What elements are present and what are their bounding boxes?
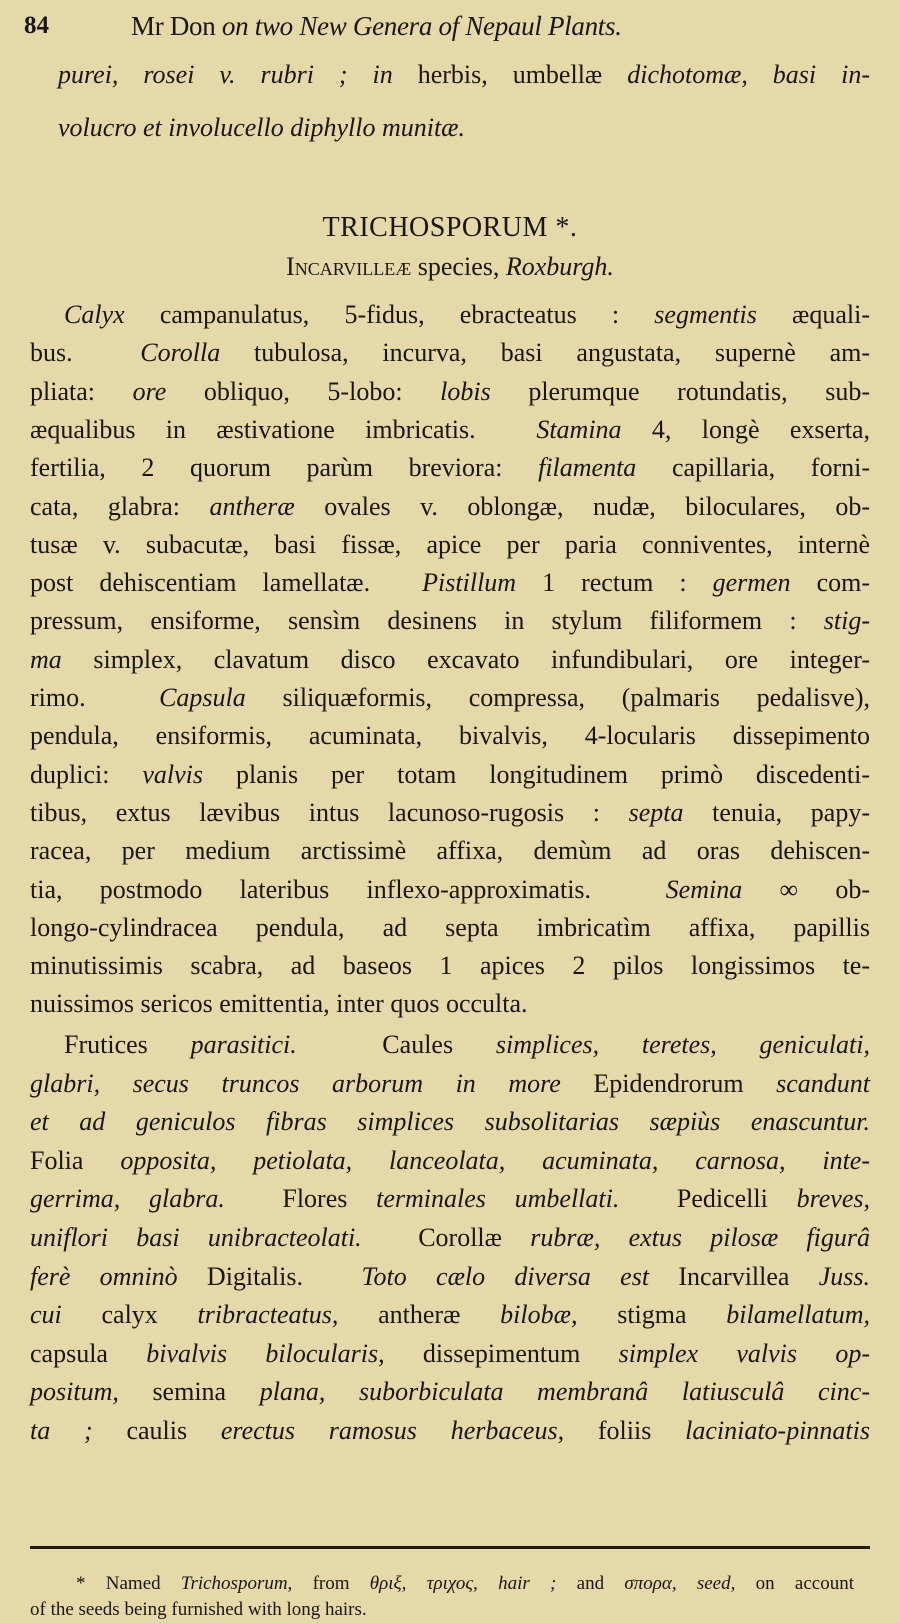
roman-text: simplex, clavatum disco excavato infundibulari, ore integer-: [61, 644, 870, 674]
footnote-line: [30, 1597, 367, 1623]
roman-text: calyx: [61, 1300, 198, 1330]
roman-text: siliquæformis, compressa, (palmaris pedalisve),: [245, 683, 871, 712]
italic-text: θριξ, τριχος, hair ;: [369, 1573, 557, 1594]
italic-text: antheræ: [209, 491, 295, 521]
italic-text: purei, rosei v. rubri ; in: [58, 60, 393, 89]
text-line: [30, 871, 870, 909]
italic-text: filamenta: [538, 453, 637, 483]
text-line: [58, 56, 870, 94]
roman-text: 1 rectum :: [516, 568, 713, 598]
italic-text: Stamina: [536, 414, 622, 444]
roman-text: from: [292, 1573, 370, 1594]
synonym-text: species,: [411, 252, 506, 281]
roman-text: ∞ ob-: [742, 874, 870, 904]
roman-text: Corollæ: [361, 1223, 531, 1252]
italic-text: erectus ramosus herbaceus,: [220, 1416, 565, 1445]
roman-text: Incarvillea: [649, 1261, 819, 1291]
roman-text: Pedicelli: [619, 1184, 797, 1214]
italic-text: rubræ, extus pilosæ figurâ: [530, 1223, 870, 1252]
running-head: [131, 11, 622, 42]
roman-text: and: [556, 1573, 625, 1594]
italic-text: gerrima, glabra.: [30, 1184, 225, 1214]
roman-text: fertilia, 2 quorum parùm breviora:: [30, 453, 539, 483]
roman-text: nuissimos sericos emittentia, inter quos occulta.: [30, 989, 528, 1019]
text-line: [30, 985, 870, 1023]
italic-text: opposita, petiolata, lanceolata, acuminata, carnosa, inte-: [120, 1145, 871, 1175]
roman-text: Caules: [296, 1030, 496, 1059]
italic-text: breves,: [796, 1184, 870, 1214]
italic-text: volucro et involucello diphyllo munitæ.: [58, 113, 466, 142]
roman-text: on account: [735, 1573, 854, 1594]
text-line: [30, 909, 870, 947]
italic-text: Trichosporum,: [180, 1573, 293, 1594]
italic-text: Pistillum: [422, 568, 517, 598]
roman-text: pressum, ensiforme, sensìm desinens in stylum filiformem :: [30, 606, 824, 636]
text-line: [64, 296, 870, 334]
roman-text: æqualibus in æstivatione imbricatis.: [30, 414, 537, 444]
roman-text: minutissimis scabra, ad baseos 1 apices 2 pilos longissimos te-: [30, 951, 870, 981]
page-number: 84: [24, 12, 49, 39]
text-line: [30, 334, 870, 372]
roman-text: post dehiscentiam lamellatæ.: [30, 568, 423, 598]
italic-text: positum,: [30, 1377, 119, 1407]
roman-text: campanulatus, 5-fidus, ebracteatus :: [124, 300, 655, 329]
italic-text: ma: [30, 644, 62, 674]
italic-text: simplex valvis op-: [618, 1338, 870, 1368]
running-head-author: Mr Don: [131, 11, 216, 41]
italic-text: σπορα, seed,: [624, 1573, 736, 1594]
text-line: [30, 1373, 870, 1411]
text-line: [30, 1412, 870, 1450]
italic-text: Toto cælo diversa est: [361, 1261, 650, 1291]
italic-text: Corolla: [140, 338, 221, 368]
italic-text: Juss.: [818, 1261, 870, 1291]
roman-text: cata, glabra:: [30, 491, 210, 521]
text-line: [30, 1219, 870, 1257]
text-line: [30, 1180, 870, 1218]
roman-text: * Named: [76, 1573, 181, 1594]
italic-text: ta ;: [30, 1416, 93, 1445]
italic-text: bilobæ,: [500, 1300, 578, 1330]
italic-text: scandunt: [776, 1068, 870, 1098]
italic-text: septa: [628, 797, 684, 827]
roman-text: longo-cylindracea pendula, ad septa imbricatìm affixa, papillis: [30, 912, 870, 942]
footnote-line: [76, 1571, 854, 1597]
text-line: [64, 1026, 870, 1064]
roman-text: tubulosa, incurva, basi angustata, supernè am-: [220, 338, 870, 368]
italic-text: terminales umbellati.: [376, 1184, 620, 1214]
italic-text: germen: [712, 568, 791, 598]
roman-text: antheræ: [338, 1300, 501, 1330]
roman-text: capsula: [30, 1338, 147, 1368]
text-line: [30, 602, 870, 640]
synonym-author: Roxburgh.: [505, 252, 614, 281]
roman-text: Frutices: [64, 1030, 191, 1059]
italic-text: glabri, secus truncos arborum in more: [30, 1068, 561, 1098]
text-line: [30, 717, 870, 755]
italic-text: bilamellatum,: [726, 1300, 870, 1330]
italic-text: cui: [30, 1300, 62, 1330]
text-line: [58, 109, 870, 147]
roman-text: Folia: [30, 1145, 121, 1175]
roman-text: tia, postmodo lateribus inflexo-approximatis.: [30, 874, 666, 904]
text-line: [30, 1335, 870, 1373]
text-line: [30, 411, 870, 449]
italic-text: simplices, teretes, geniculati,: [495, 1030, 871, 1059]
roman-text: ovales v. oblongæ, nudæ, biloculares, ob-: [294, 491, 870, 521]
italic-text: Capsula: [159, 683, 246, 712]
roman-text: tenuia, papy-: [683, 797, 870, 827]
roman-text: foliis: [564, 1416, 686, 1445]
text-line: [30, 947, 870, 985]
italic-text: stig-: [823, 606, 870, 636]
text-line: [30, 1103, 870, 1141]
text-line: [30, 373, 870, 411]
roman-text: capillaria, forni-: [636, 453, 870, 483]
text-line: [30, 756, 870, 794]
running-head-title: on two New Genera of Nepaul Plants.: [221, 11, 622, 41]
roman-text: stigma: [577, 1300, 727, 1330]
text-line: [30, 641, 870, 679]
text-line: [30, 564, 870, 602]
text-line: [30, 526, 870, 564]
italic-text: uniflori basi unibracteolati.: [30, 1223, 362, 1252]
italic-text: Semina: [665, 874, 743, 904]
italic-text: parasitici.: [190, 1030, 297, 1059]
roman-text: tibus, extus lævibus intus lacunoso-rugosis :: [30, 797, 629, 827]
italic-text: tribracteatus,: [197, 1300, 339, 1330]
roman-text: Epidendrorum: [560, 1068, 777, 1098]
synonym-genus: Incarvilleæ: [286, 252, 412, 281]
genus-synonym: [0, 252, 900, 282]
italic-text: lobis: [440, 376, 491, 406]
roman-text: pendula, ensiformis, acuminata, bivalvis, 4-locularis dissepimento: [30, 721, 870, 751]
roman-text: obliquo, 5-lobo:: [166, 376, 441, 406]
italic-text: segmentis: [654, 300, 757, 329]
roman-text: dissepimentum: [384, 1338, 619, 1368]
roman-text: Flores: [224, 1184, 377, 1214]
italic-text: ferè omninò: [30, 1261, 178, 1291]
roman-text: of the seeds being furnished with long hairs.: [30, 1599, 367, 1620]
italic-text: laciniato-pinnatis: [685, 1416, 870, 1445]
roman-text: bus.: [30, 338, 141, 368]
roman-text: duplici:: [30, 759, 143, 789]
italic-text: ore: [132, 376, 167, 406]
italic-text: et ad geniculos fibras simplices subsolitarias sæpiùs enascuntur.: [30, 1107, 870, 1137]
footnote-rule: [30, 1546, 870, 1549]
roman-text: com-: [790, 568, 870, 598]
genus-title: TRICHOSPORUM *.: [322, 212, 578, 243]
roman-text: 4, longè exserta,: [621, 414, 870, 444]
roman-text: pliata:: [30, 376, 133, 406]
text-line: [30, 832, 870, 870]
text-line: [30, 1258, 870, 1296]
roman-text: Digitalis.: [177, 1261, 362, 1291]
roman-text: tusæ v. subacutæ, basi fissæ, apice per paria conniventes, internè: [30, 529, 870, 559]
roman-text: racea, per medium arctissimè affixa, demùm ad oras dehiscen-: [30, 836, 870, 866]
roman-text: rimo.: [30, 683, 160, 712]
roman-text: plerumque rotundatis, sub-: [490, 376, 870, 406]
roman-text: æquali-: [756, 300, 870, 329]
text-line: [30, 1296, 870, 1334]
roman-text: semina: [118, 1377, 260, 1407]
roman-text: planis per totam longitudinem primò discedenti-: [203, 759, 870, 789]
text-line: [30, 1065, 870, 1103]
roman-text: herbis, umbellæ: [392, 60, 628, 89]
italic-text: Calyx: [64, 300, 125, 329]
italic-text: valvis: [142, 759, 204, 789]
text-line: [30, 1142, 870, 1180]
italic-text: dichotomæ, basi in-: [627, 60, 870, 89]
text-line: [30, 449, 870, 487]
text-line: [30, 488, 870, 526]
roman-text: caulis: [92, 1416, 221, 1445]
text-line: [30, 794, 870, 832]
italic-text: bivalvis bilocularis,: [146, 1338, 385, 1368]
text-line: [30, 679, 870, 717]
italic-text: plana, suborbiculata membranâ latiusculâ cinc-: [259, 1377, 870, 1407]
